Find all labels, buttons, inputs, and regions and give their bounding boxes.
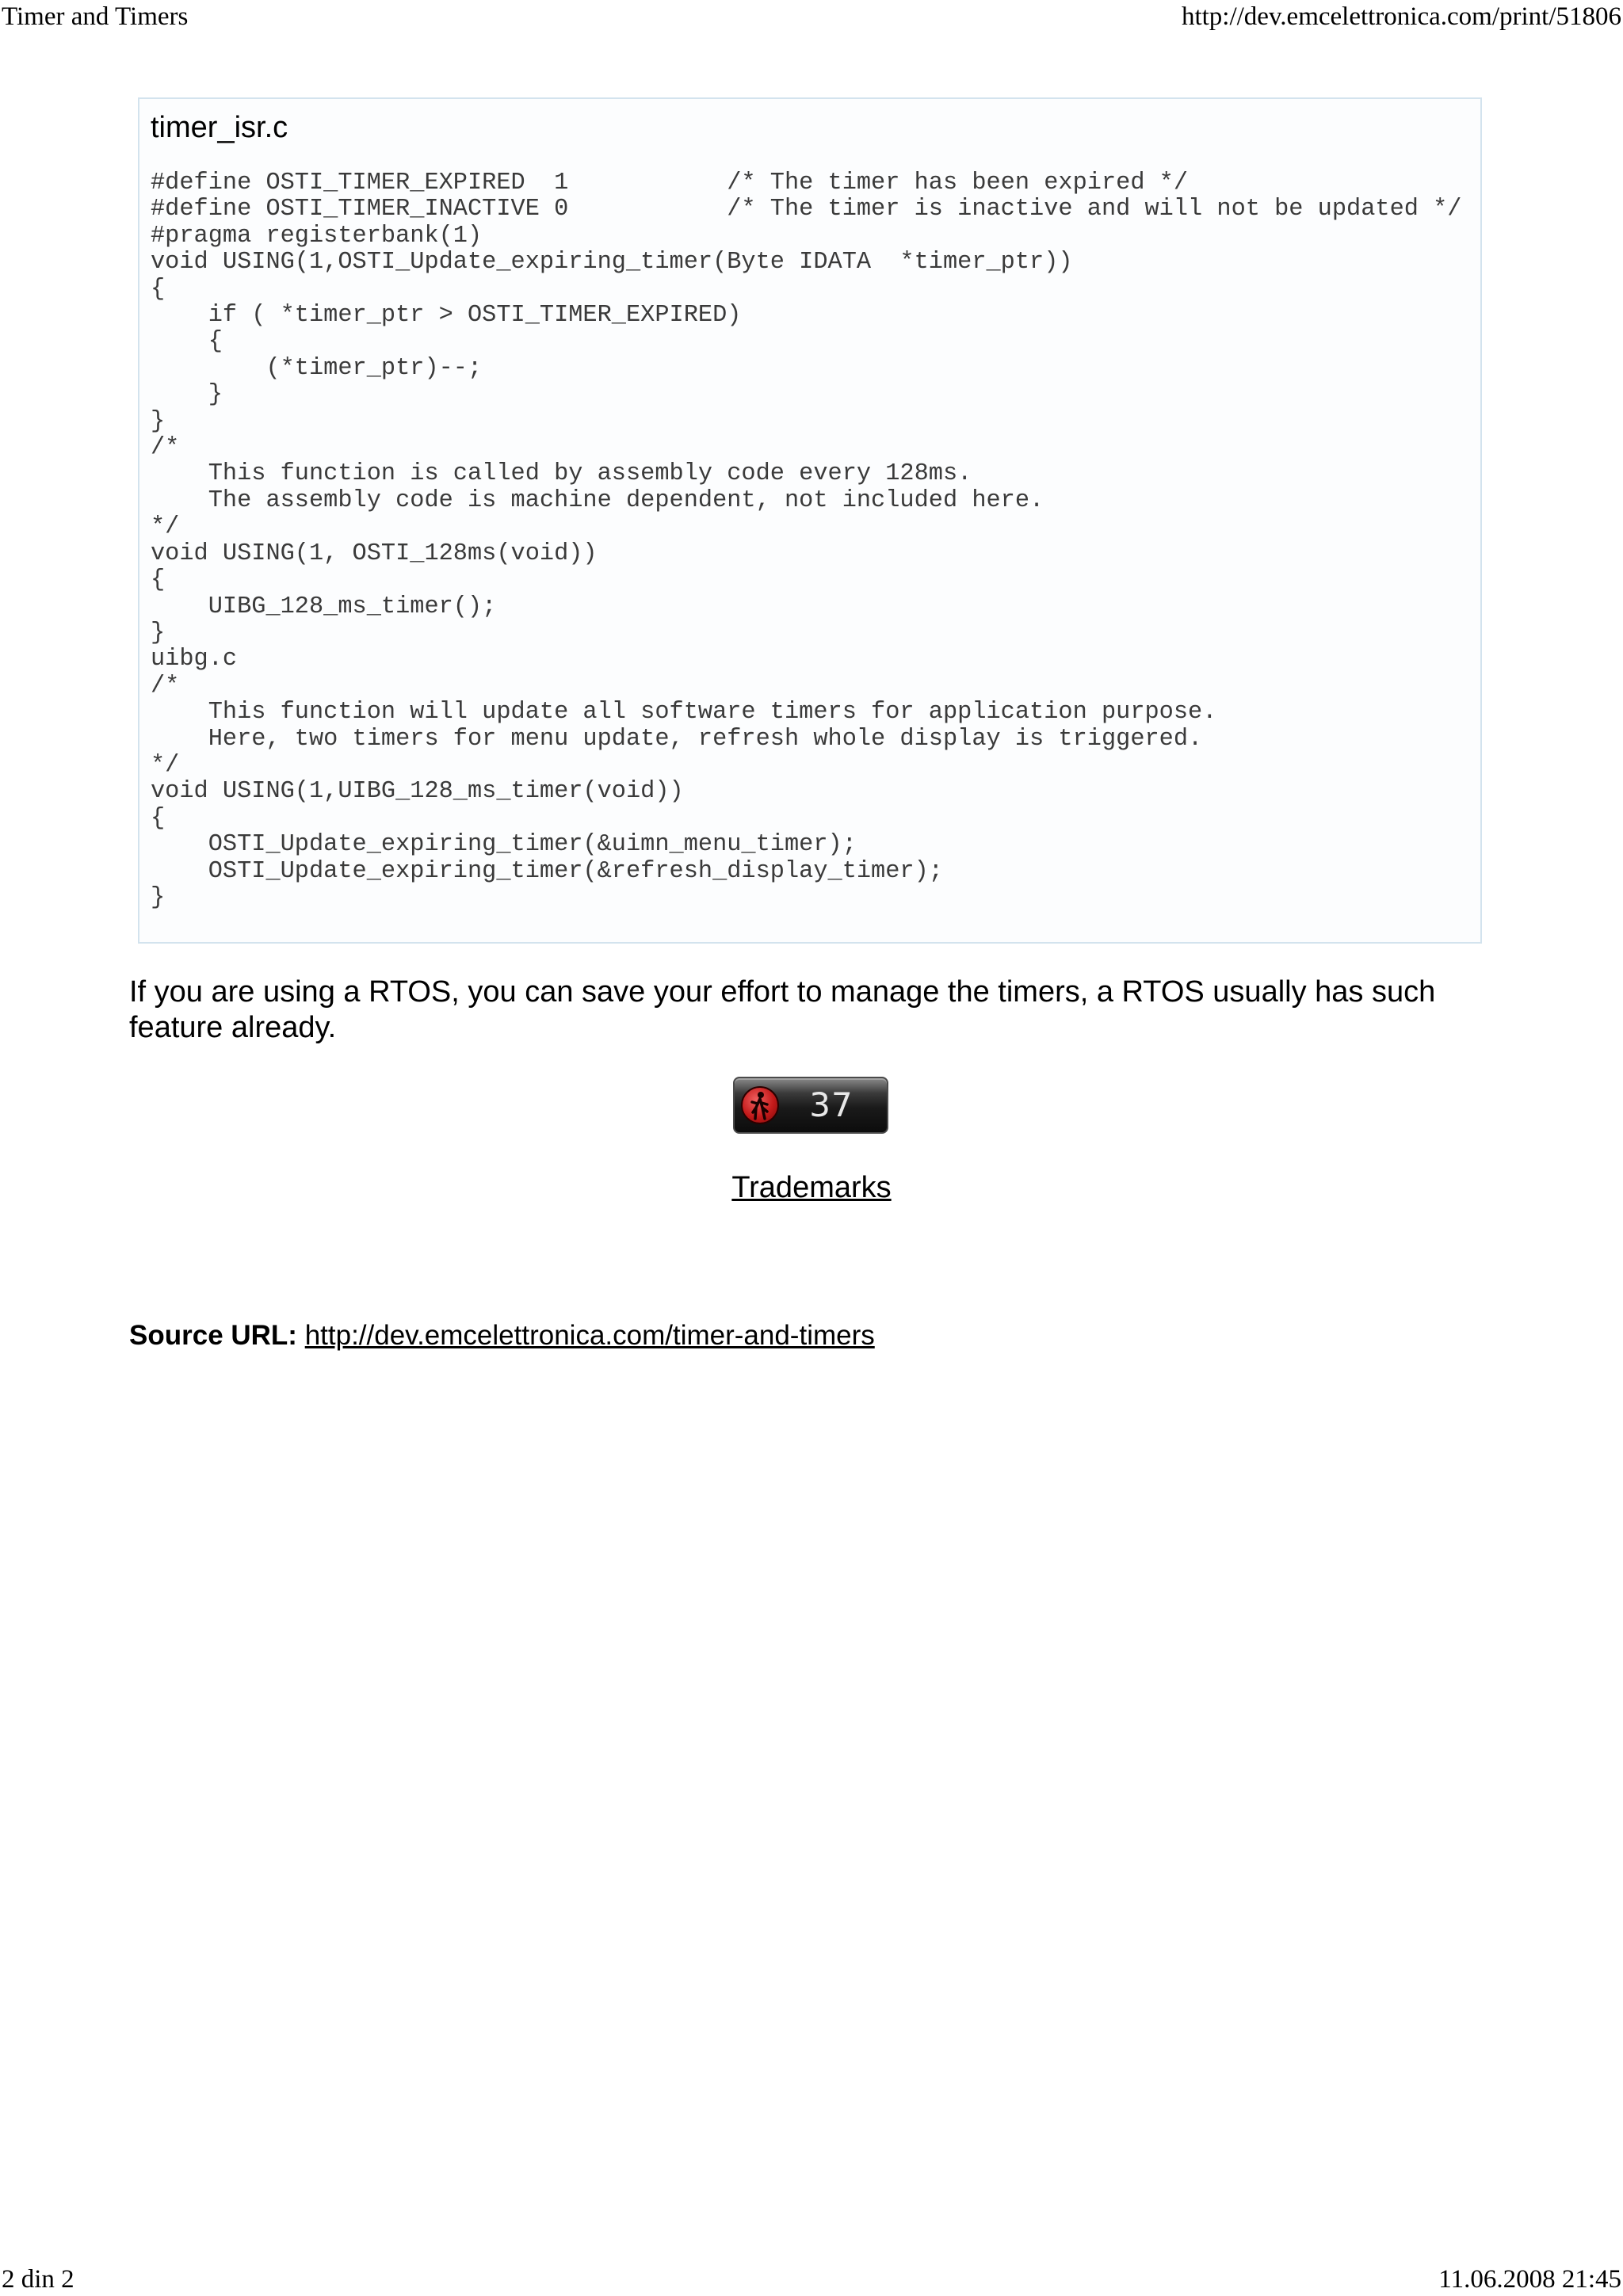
page-header-title: Timer and Timers	[2, 2, 189, 31]
walking-person-icon	[741, 1086, 779, 1124]
source-url-row	[129, 1318, 875, 1353]
trademarks-row	[0, 1169, 1623, 1207]
code-block-title: timer_isr.c	[151, 111, 288, 144]
code-block	[138, 97, 1482, 944]
view-counter-badge[interactable]	[733, 1077, 888, 1134]
trademarks-link[interactable]: Trademarks	[731, 1171, 892, 1204]
body-paragraph: If you are using a RTOS, you can save your effort to manage the timers, a RTOS usually has such feature already.	[129, 975, 1436, 1044]
source-url-link[interactable]: http://dev.emcelettronica.com/timer-and-timers	[304, 1320, 875, 1351]
code-listing: #define OSTI_TIMER_EXPIRED 1 /* The timer has been expired */ #define OSTI_TIMER_INACTIVE 0 /* The timer is inactive and will not be updated */ #pragma registerbank(1) void USING(1,OSTI_Update_expiring_timer(Byte IDATA *timer_ptr)) { if ( *timer_ptr > OSTI_TIMER_EXPIRED) { (*timer_ptr)--; } } /* This function is called by assembly code every 128ms. The assembly code is machine dependent, not included here. */ void USING(1, OSTI_128ms(void)) { UIBG_128_ms_timer(); } uibg.c /* This function will update all software timers for application purpose. Here, two timers for menu update, refresh whole display is triggered. */ void USING(1,UIBG_128_ms_timer(void)) { OSTI_Update_expiring_timer(&uimn_menu_timer); OSTI_Update_expiring_timer(&refresh_display_timer); }	[151, 170, 1462, 911]
page-header-url: http://dev.emcelettronica.com/print/51806	[1181, 2, 1621, 31]
page-footer-number: 2 din 2	[2, 2265, 74, 2294]
source-url-label: Source URL:	[129, 1320, 297, 1351]
counter-value: 37	[809, 1085, 854, 1124]
page-footer-datetime: 11.06.2008 21:45	[1438, 2265, 1621, 2294]
